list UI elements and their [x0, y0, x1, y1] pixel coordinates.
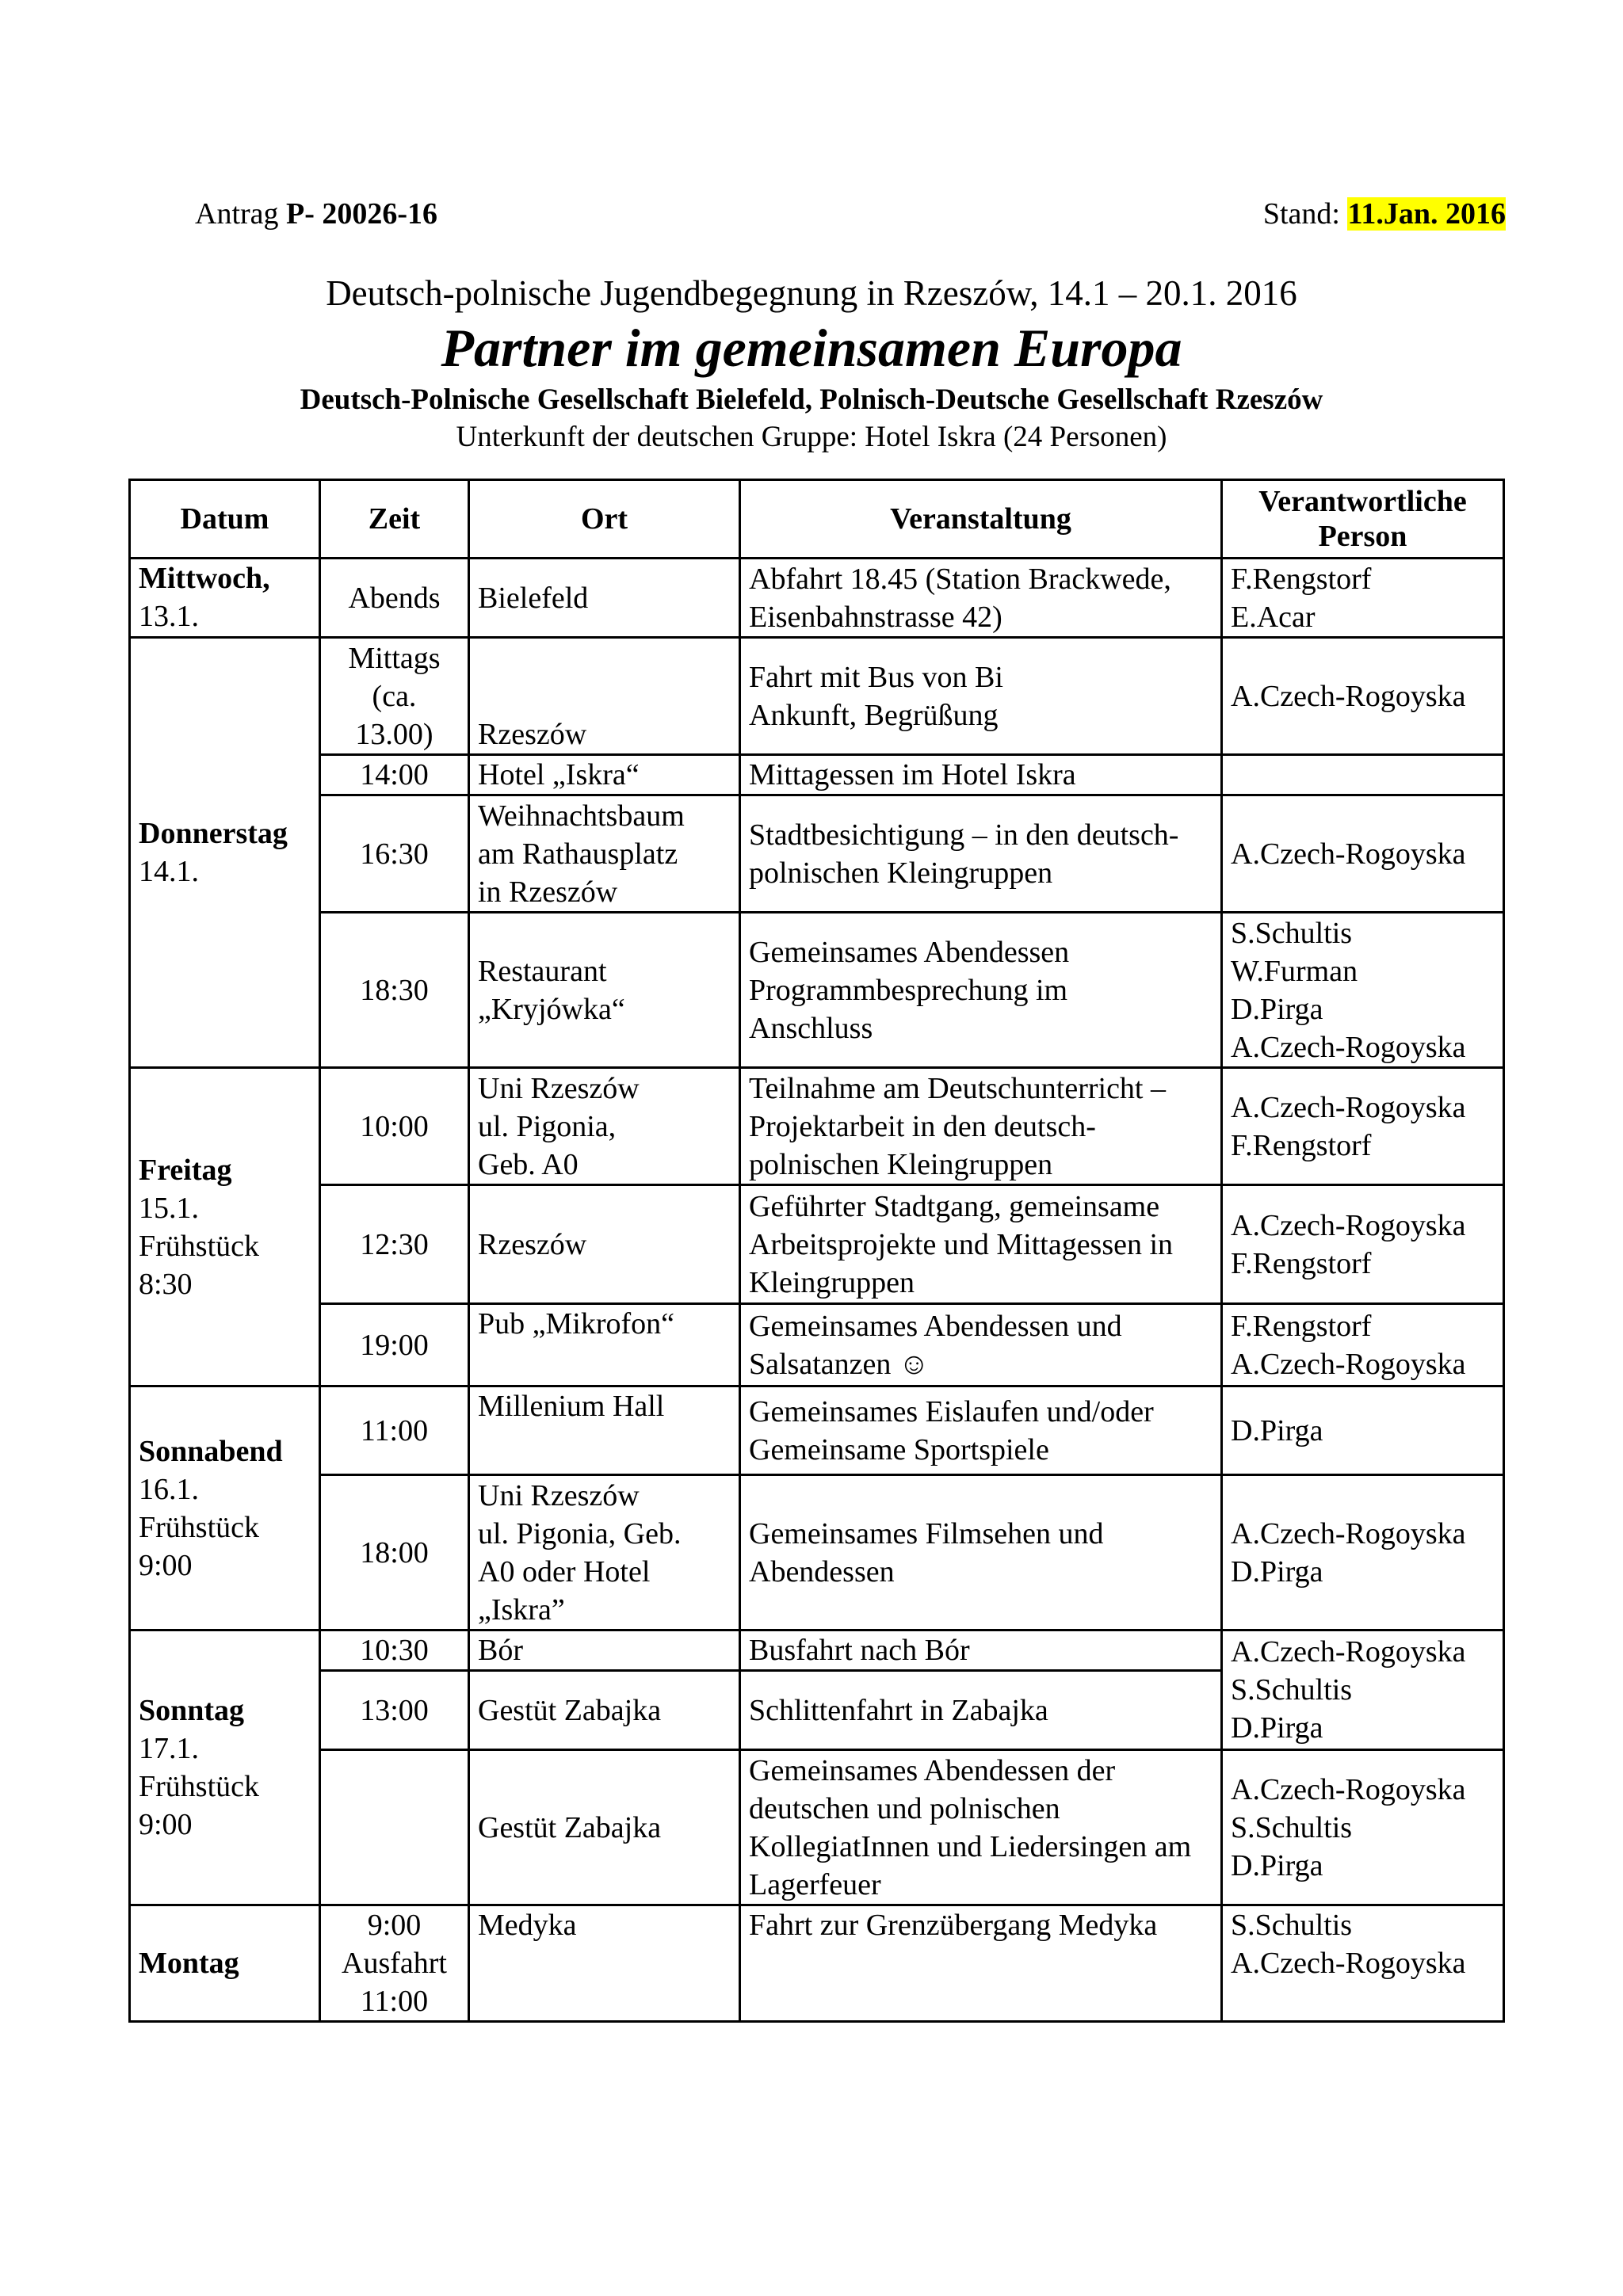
day-name: Montag: [139, 1947, 239, 1980]
zeit-cell: [320, 1750, 469, 1905]
veranstaltung-cell: Busfahrt nach Bór: [740, 1630, 1222, 1671]
day-detail: 15.1. Frühstück 8:30: [139, 1191, 259, 1301]
table-row: [130, 1304, 1504, 1386]
zeit-cell: 12:30: [320, 1185, 469, 1304]
event-subtitle: Deutsch-polnische Jugendbegegnung in Rzeszów, 14.1 – 20.1. 2016: [326, 273, 1297, 313]
antrag-number: P- 20026-16: [286, 197, 438, 231]
day-detail: 14.1.: [139, 855, 199, 888]
ort-cell: Weihnachtsbaum am Rathausplatz in Rzeszów: [469, 795, 740, 913]
zeit-cell: 11:00: [320, 1386, 469, 1475]
day-detail: 13.1.: [139, 600, 199, 633]
table-row: [130, 1475, 1504, 1630]
header-datum: Datum: [130, 480, 320, 559]
ort-cell: Uni Rzeszów ul. Pigonia, Geb. A0 oder Hotel „Iskra”: [469, 1475, 740, 1630]
day-cell: [130, 1905, 320, 2022]
person-cell: S.Schultis A.Czech-Rogoyska: [1222, 1905, 1504, 2022]
veranstaltung-cell: Fahrt mit Bus von Bi Ankunft, Begrüßung: [740, 638, 1222, 755]
veranstaltung-cell: Abfahrt 18.45 (Station Brackwede, Eisenbahnstrasse 42): [740, 559, 1222, 638]
veranstaltung-cell: Gemeinsames Abendessen Programmbesprechung im Anschluss: [740, 913, 1222, 1068]
table-row: [130, 755, 1504, 795]
day-cell: [130, 638, 320, 1068]
organizers: Deutsch-Polnische Gesellschaft Bielefeld, Polnisch-Deutsche Gesellschaft Rzeszów: [300, 383, 1323, 416]
day-name: Sonnabend: [139, 1434, 283, 1468]
stand-date: 11.Jan. 2016: [1347, 197, 1506, 231]
zeit-cell: 19:00: [320, 1304, 469, 1386]
veranstaltung-cell: Mittagessen im Hotel Iskra: [740, 755, 1222, 795]
veranstaltung-cell: Schlittenfahrt in Zabajka: [740, 1671, 1222, 1750]
ort-cell: Pub „Mikrofon“: [469, 1304, 740, 1386]
table-row: [130, 1185, 1504, 1304]
ort-cell: Bór: [469, 1630, 740, 1671]
table-row: [130, 1386, 1504, 1475]
stand-line: [1263, 196, 1506, 231]
ort-cell: Uni Rzeszów ul. Pigonia, Geb. A0: [469, 1068, 740, 1185]
ort-cell: Hotel „Iskra“: [469, 755, 740, 795]
day-name: Sonntag: [139, 1694, 245, 1727]
day-detail: 17.1. Frühstück 9:00: [139, 1732, 259, 1841]
person-cell: A.Czech-Rogoyska F.Rengstorf: [1222, 1185, 1504, 1304]
day-cell: [130, 1386, 320, 1630]
day-cell: [130, 559, 320, 638]
ort-cell: Rzeszów: [469, 638, 740, 755]
ort-cell: Restaurant „Kryjówka“: [469, 913, 740, 1068]
zeit-cell: 9:00 Ausfahrt 11:00: [320, 1905, 469, 2022]
day-name: Mittwoch,: [139, 562, 270, 595]
table-row: [130, 638, 1504, 755]
person-cell: [1222, 755, 1504, 795]
table-row: [130, 559, 1504, 638]
table-row: [130, 913, 1504, 1068]
day-name: Donnerstag: [139, 817, 288, 850]
antrag-label: Antrag: [195, 197, 279, 231]
ort-cell: Rzeszów: [469, 1185, 740, 1304]
veranstaltung-cell: Gemeinsames Eislaufen und/oder Gemeinsame Sportspiele: [740, 1386, 1222, 1475]
day-cell: [130, 1068, 320, 1386]
zeit-cell: 10:00: [320, 1068, 469, 1185]
zeit-cell: 16:30: [320, 795, 469, 913]
table-row: [130, 1068, 1504, 1185]
person-cell: A.Czech-Rogoyska: [1222, 795, 1504, 913]
accommodation: Unterkunft der deutschen Gruppe: Hotel Iskra (24 Personen): [456, 421, 1167, 453]
day-cell: [130, 1630, 320, 1905]
table-row: [130, 795, 1504, 913]
table-row: [130, 1750, 1504, 1905]
day-name: Freitag: [139, 1153, 232, 1187]
veranstaltung-cell: Gemeinsames Filmsehen und Abendessen: [740, 1475, 1222, 1630]
header-zeit: Zeit: [320, 480, 469, 559]
table-row: [130, 1630, 1504, 1671]
table-row: [130, 1905, 1504, 2022]
ort-cell: Medyka: [469, 1905, 740, 2022]
person-cell: A.Czech-Rogoyska S.Schultis D.Pirga: [1222, 1630, 1504, 1750]
zeit-cell: 13:00: [320, 1671, 469, 1750]
page-title: Partner im gemeinsamen Europa: [441, 318, 1182, 378]
header-ort: Ort: [469, 480, 740, 559]
zeit-cell: Mittags (ca. 13.00): [320, 638, 469, 755]
veranstaltung-cell: Teilnahme am Deutschunterricht – Projektarbeit in den deutsch-polnischen Kleingruppen: [740, 1068, 1222, 1185]
zeit-cell: 14:00: [320, 755, 469, 795]
person-cell: A.Czech-Rogoyska D.Pirga: [1222, 1475, 1504, 1630]
person-cell: D.Pirga: [1222, 1386, 1504, 1475]
veranstaltung-cell: Fahrt zur Grenzübergang Medyka: [740, 1905, 1222, 2022]
veranstaltung-cell: Gemeinsames Abendessen und Salsatanzen ☺: [740, 1304, 1222, 1386]
ort-cell: Millenium Hall: [469, 1386, 740, 1475]
stand-label: Stand:: [1262, 197, 1340, 231]
ort-cell: Gestüt Zabajka: [469, 1671, 740, 1750]
day-detail: 16.1. Frühstück 9:00: [139, 1472, 259, 1582]
person-cell: A.Czech-Rogoyska S.Schultis D.Pirga: [1222, 1750, 1504, 1905]
person-cell: A.Czech-Rogoyska: [1222, 638, 1504, 755]
ort-cell: Gestüt Zabajka: [469, 1750, 740, 1905]
veranstaltung-cell: Gemeinsames Abendessen der deutschen und polnischen KollegiatInnen und Liedersingen am Lagerfeuer: [740, 1750, 1222, 1905]
zeit-cell: 18:00: [320, 1475, 469, 1630]
header-person: Verantwortliche Person: [1222, 480, 1504, 559]
person-cell: F.Rengstorf A.Czech-Rogoyska: [1222, 1304, 1504, 1386]
schedule-table: [128, 479, 1505, 2023]
zeit-cell: 10:30: [320, 1630, 469, 1671]
person-cell: S.Schultis W.Furman D.Pirga A.Czech-Rogoyska: [1222, 913, 1504, 1068]
veranstaltung-cell: Stadtbesichtigung – in den deutsch-polnischen Kleingruppen: [740, 795, 1222, 913]
zeit-cell: Abends: [320, 559, 469, 638]
veranstaltung-cell: Geführter Stadtgang, gemeinsame Arbeitsprojekte und Mittagessen in Kleingruppen: [740, 1185, 1222, 1304]
person-cell: A.Czech-Rogoyska F.Rengstorf: [1222, 1068, 1504, 1185]
person-cell: F.Rengstorf E.Acar: [1222, 559, 1504, 638]
antrag-line: [195, 196, 437, 231]
zeit-cell: 18:30: [320, 913, 469, 1068]
ort-cell: Bielefeld: [469, 559, 740, 638]
header-veranstaltung: Veranstaltung: [740, 480, 1222, 559]
table-header-row: [130, 480, 1504, 559]
